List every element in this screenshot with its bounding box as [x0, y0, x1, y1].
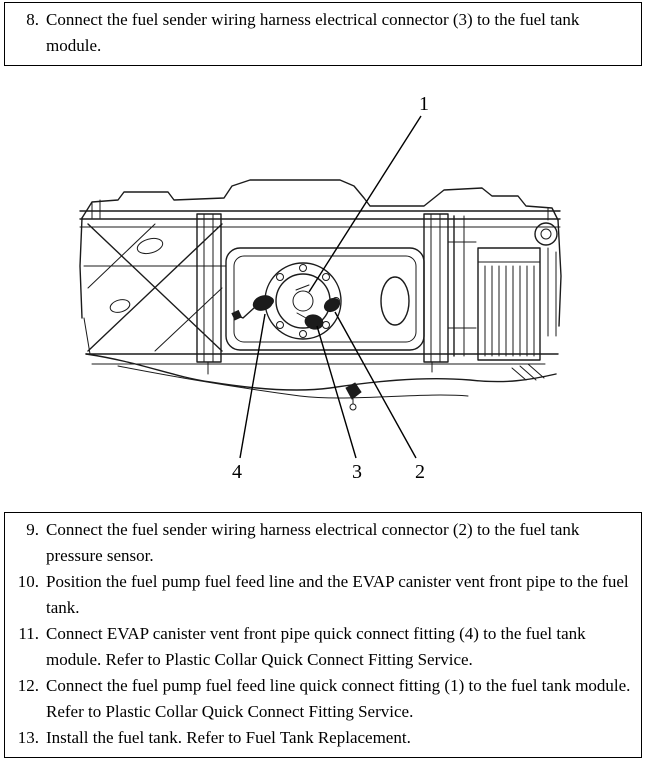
- step-number: 12.: [17, 676, 39, 695]
- step-item-8: [9, 7, 633, 59]
- step-8-box: [4, 2, 642, 66]
- fuel-tank-underbody-illustration: [0, 66, 646, 512]
- step-number: 9.: [26, 520, 39, 539]
- callout-3: 3: [352, 461, 362, 483]
- step-text: Install the fuel tank. Refer to Fuel Tank Replacement.: [46, 728, 411, 747]
- step-number: 11.: [18, 624, 39, 643]
- step-number: 8.: [26, 10, 39, 29]
- step-text: Connect the fuel sender wiring harness electrical connector (2) to the fuel tank pressure sensor.: [46, 520, 580, 565]
- callout-1: 1: [419, 93, 429, 115]
- leader-line-1: [309, 116, 421, 292]
- steps-9-13-box: [4, 512, 642, 758]
- connector-4-fitting: [251, 293, 275, 313]
- callout-2: 2: [415, 461, 425, 483]
- step-text: Position the fuel pump fuel feed line and the EVAP canister vent front pipe to the fuel tank.: [46, 572, 629, 617]
- fuel-tank-figure: [0, 66, 646, 512]
- step-number: 10.: [17, 572, 39, 591]
- step-text: Connect EVAP canister vent front pipe quick connect fitting (4) to the fuel tank module. Refer to Plastic Collar Quick Connect Fitting Service.: [46, 624, 586, 669]
- step-item-12: [9, 673, 633, 725]
- step-item-11: [9, 621, 633, 673]
- step-item-9: [9, 517, 633, 569]
- step-text: Connect the fuel pump fuel feed line quick connect fitting (1) to the fuel tank module. Refer to Plastic Collar Quick Connect Fitting Service.: [46, 676, 631, 721]
- step-item-13: [9, 725, 633, 751]
- step-text: Connect the fuel sender wiring harness electrical connector (3) to the fuel tank module.: [46, 10, 580, 55]
- step-number: 13.: [17, 728, 39, 747]
- step-item-10: [9, 569, 633, 621]
- callout-4: 4: [232, 461, 242, 483]
